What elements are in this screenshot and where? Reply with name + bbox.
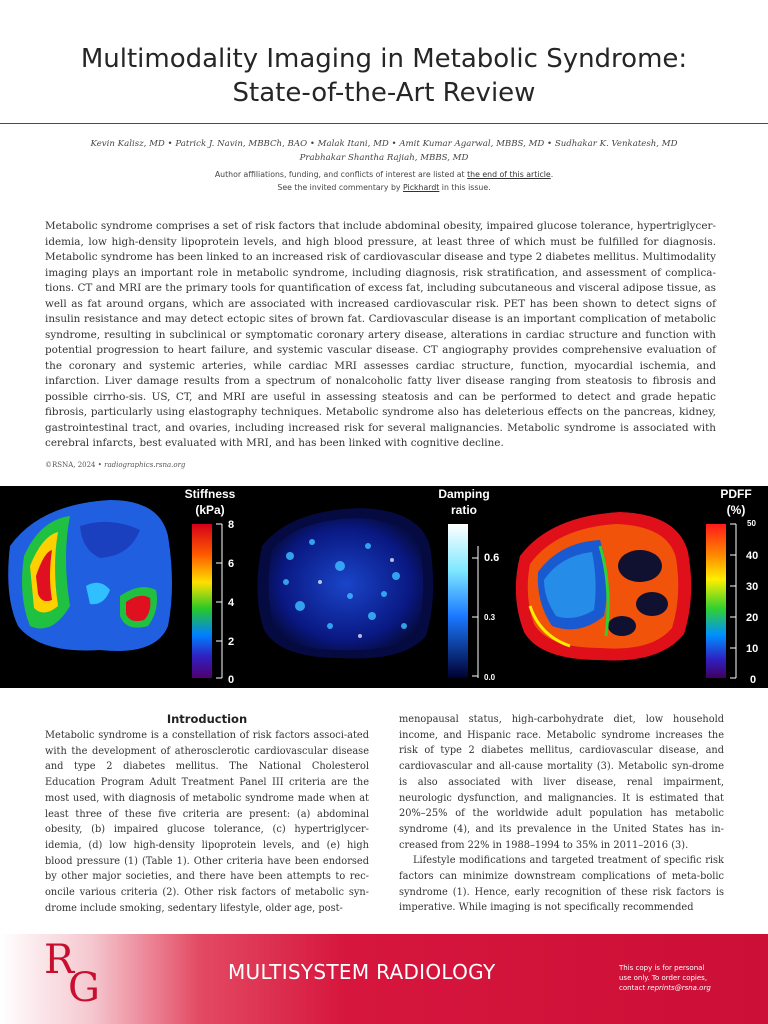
intro-paragraph-2: Lifestyle modifications and targeted treatment of specific risk factors can minimize downstream complications of meta-bolic syndrome (1). Hence, early recognition of these risk factors is imperative. While imaging is not specifically recommended: [399, 855, 724, 914]
pdff-tick: 50: [747, 519, 756, 528]
authors-line-2: Prabhakar Shantha Rajiah, MBBS, MD: [299, 153, 469, 163]
damping-map: [257, 508, 433, 659]
logo-letter-r: R: [44, 937, 75, 983]
stiffness-label-1: Stiffness: [184, 487, 236, 501]
body-column-left: [45, 728, 369, 916]
notice-line-1: This copy is for personal: [619, 964, 705, 972]
reprints-email-link[interactable]: reprints@rsna.org: [647, 984, 711, 992]
pdff-colorbar: [706, 524, 726, 678]
pdff-tick: 30: [746, 581, 759, 593]
affiliation-suffix: .: [550, 170, 554, 179]
title-divider: [0, 123, 768, 124]
damping-tick: 0.6: [484, 552, 500, 564]
stiffness-tick: 0: [228, 674, 235, 686]
notice-line-2: use only. To order copies,: [619, 974, 708, 982]
intro-paragraph-1-continued: menopausal status, high-carbohydrate diet, low household income, and Hispanic race. Metabolic syndrome increases the risk of type 2 diabetes mellitus, cardiovascular disease, and cardiovascular and all-cause mortality (3). Metabolic syn-drome is also associated with liver disease, renal impairment, neurologic dysfunction, and malignancies. It is estimated that 20%–25% of the worldwide adult population has metabolic syndrome (4), and its prevalence in the United States has in-creased from 22% in 1988–1994 to 35% in 2011–2016 (3).: [399, 714, 724, 851]
section-name: MULTISYSTEM RADIOLOGY: [228, 960, 496, 984]
logo-letter-g: G: [68, 965, 100, 1011]
elastography-figure: [0, 486, 768, 688]
damping-tick: 0.0: [484, 673, 496, 682]
stiffness-colorbar: [192, 524, 212, 678]
affiliation-note: [60, 169, 708, 194]
damping-tick: 0.3: [484, 613, 496, 622]
reprint-notice: [619, 963, 711, 993]
pdff-tick: 20: [746, 612, 759, 624]
damping-axis: [472, 546, 478, 678]
copyright-symbol: ©: [45, 461, 52, 469]
body-column-right: [399, 712, 724, 916]
article-title: [0, 42, 768, 110]
commentary-link[interactable]: Pickhardt: [403, 182, 440, 192]
introduction-heading: Introduction: [166, 712, 248, 726]
commentary-text: See the invited commentary by: [277, 182, 404, 192]
journal-site: radiographics.rsna.org: [104, 461, 186, 469]
title-line-2: State-of-the-Art Review: [232, 78, 536, 108]
figure-svg: [0, 486, 768, 688]
stiffness-label-2: (kPa): [195, 503, 225, 517]
notice-line-3: contact: [619, 984, 648, 992]
pdff-tick: 10: [746, 643, 759, 655]
end-of-article-link[interactable]: the end of this article: [467, 170, 551, 179]
commentary-suffix: in this issue.: [439, 182, 491, 192]
abstract: Metabolic syndrome comprises a set of risk factors that include abdominal obesity, impaired glucose tolerance, hypertriglycer-idemia, low high-density lipoprotein levels, and high blood pressure, at least three of which must be fulfilled for diagnosis. Metabolic syndrome has been linked to an increased risk of cardiovascular disease and type 2 diabetes mellitus. Multimodality imaging plays an important role in metabolic syndrome, including diagnosis, risk stratification, and assessment of complica-tions. CT and MRI are the primary tools for quantification of excess fat, including subcutaneous and visceral adipose tissue, as well as fat around organs, which are associated with increased cardiovascular risk. PET has been shown to detect signs of insulin resistance and may detect ectopic sites of brown fat. Cardiovascular disease is an important complication of metabolic syndrome, resulting in subclinical or symptomatic coronary artery disease, alterations in cardiac structure and function with potential progression to heart failure, and systemic vascular disease. CT angiography provides comprehensive evaluation of the coronary and systemic arteries, while cardiac MRI assesses cardiac structure, function, myocardial ischemia, and infarction. Liver damage results from a spectrum of nonalcoholic fatty liver disease ranging from steatosis to fibrosis and possible cirrho-sis. US, CT, and MRI are useful in assessing steatosis and can be performed to detect and grade hepatic fibrosis, particularly using elastography techniques. Metabolic syndrome also has deleterious effects on the pancreas, kidney, gastrointestinal tract, and ovaries, including increased risk for several malignancies. Metabolic syndrome is associated with cerebral infarcts, best evaluated with MRI, and has been linked with cognitive decline.: [45, 220, 716, 449]
pdff-label-1: PDFF: [720, 487, 752, 501]
stiffness-tick: 2: [228, 636, 235, 648]
damping-label-2: ratio: [450, 503, 478, 517]
intro-paragraph-1: Metabolic syndrome is a constellation of risk factors associ-ated with the development of atherosclerotic cardiovascular disease and type 2 diabetes mellitus. The National Cholesterol Education Program Adult Treatment Panel III criteria are the most used, with diagnosis of metabolic syndrome made when at least three of these five criteria are present: (a) abdominal obesity, (b) impaired glucose tolerance, (c) hypertriglycer-idemia, (d) low high-density lipoprotein levels, and (e) high blood pressure (1) (Table 1). Other criteria have been endorsed by other major societies, and there have been attempts to rec-oncile various criteria (2). Other risk factors of metabolic syn-drome include smoking, sedentary lifestyle, older age, post-: [45, 730, 369, 914]
stiffness-map: [8, 500, 172, 651]
pdff-map: [516, 512, 691, 660]
pdff-tick: 0: [750, 674, 757, 686]
pdff-tick: 40: [746, 550, 759, 562]
stiffness-tick: 4: [228, 597, 235, 609]
stiffness-axis: [216, 524, 222, 678]
copyright-line: [45, 461, 185, 469]
affiliation-text: Author affiliations, funding, and conflicts of interest are listed at: [214, 170, 468, 179]
pdff-axis: [730, 524, 736, 678]
damping-colorbar: [448, 524, 468, 678]
stiffness-tick: 6: [228, 558, 235, 570]
radiographics-logo: [44, 937, 100, 1011]
copyright-text: RSNA, 2024 •: [52, 461, 105, 469]
title-line-1: Multimodality Imaging in Metabolic Syndrome:: [80, 44, 688, 74]
pdff-label-2: (%): [726, 503, 746, 517]
stiffness-tick: 8: [228, 519, 235, 531]
author-list: [60, 137, 708, 165]
damping-label-1: Damping: [438, 487, 490, 501]
authors-line-1: Kevin Kalisz, MD • Patrick J. Navin, MBBCh, BAO • Malak Itani, MD • Amit Kumar Agarwal, MBBS, MD • Sudhakar K. Venkatesh, MD: [90, 139, 678, 149]
